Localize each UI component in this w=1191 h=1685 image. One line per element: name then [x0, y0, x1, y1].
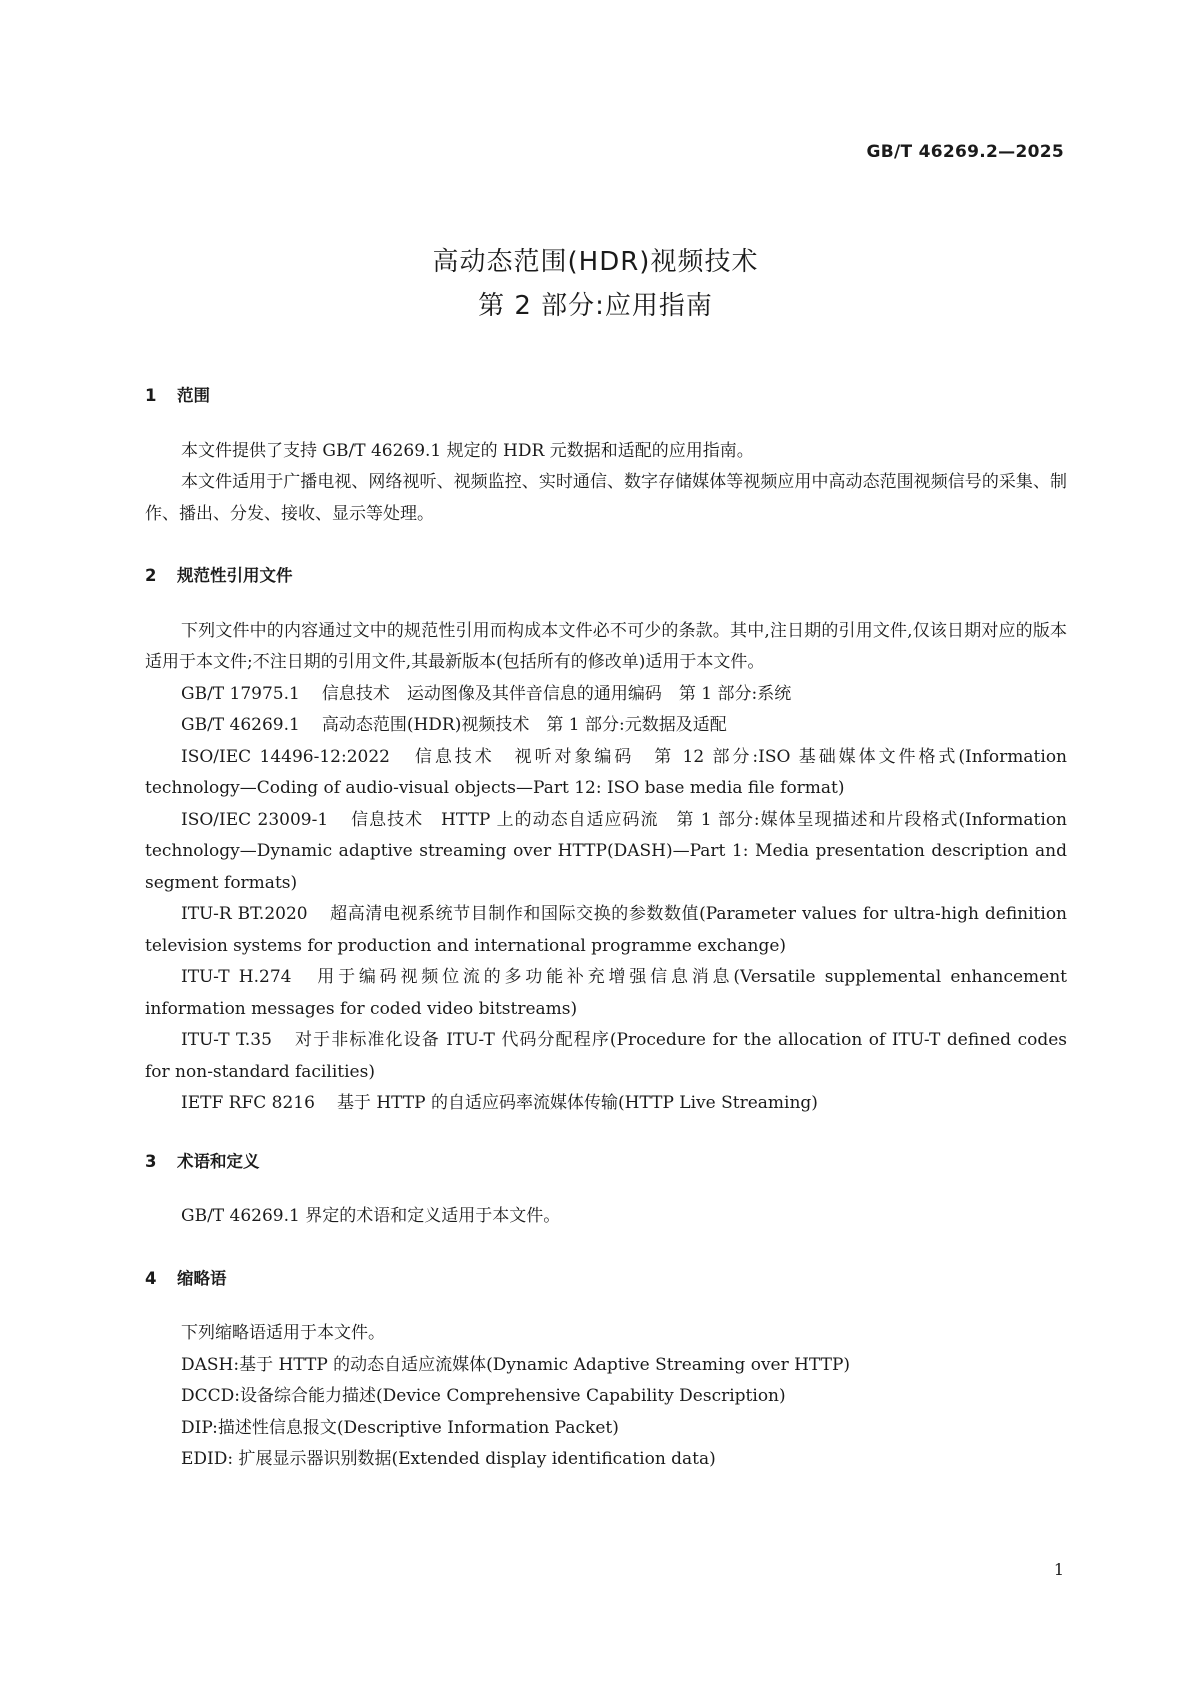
section-heading-normative: [145, 560, 1067, 592]
document-title: [0, 240, 1191, 328]
reference-code: GB/T 17975.1: [181, 683, 300, 704]
reference-title: 对于非标准化设备 ITU-T 代码分配程序(Procedure for the allocation of ITU-T defined codes for non-standard facilities): [145, 1030, 1067, 1082]
section-heading-terms: [145, 1146, 1067, 1178]
reference-item: [145, 805, 1067, 900]
abbreviations-intro: 下列缩略语适用于本文件。: [181, 1323, 385, 1343]
scope-paragraph-1: 本文件提供了支持 GB/T 46269.1 规定的 HDR 元数据和适配的应用指南。: [181, 440, 754, 461]
section-heading-scope: [145, 380, 1067, 412]
reference-code: IETF RFC 8216: [181, 1093, 315, 1113]
section-number: 1: [145, 386, 157, 405]
reference-code: GB/T 46269.1: [181, 715, 300, 735]
reference-title: 信息技术 运动图像及其伴音信息的通用编码 第 1 部分:系统: [321, 683, 792, 704]
reference-code: ISO/IEC 23009-1: [181, 809, 329, 830]
reference-item: [145, 679, 1067, 711]
normative-intro: 下列文件中的内容通过文中的规范性引用而构成本文件必不可少的条款。其中,注日期的引用文件,仅该日期对应的版本适用于本文件;不注日期的引用文件,其最新版本(包括所有的修改单)适用于本文件。: [145, 620, 1067, 672]
abbreviation-item: DCCD:设备综合能力描述(Device Comprehensive Capability Description): [181, 1386, 786, 1406]
reference-item: [145, 1025, 1067, 1088]
document-body: [145, 380, 1067, 1476]
page-number: 1: [1053, 1560, 1064, 1579]
abbreviation-item: DIP:描述性信息报文(Descriptive Information Packet): [181, 1417, 619, 1438]
reference-title: 信息技术 视听对象编码 第 12 部分:ISO 基础媒体文件格式(Information technology—Coding of audio-visual objects—Part 12: ISO base media file format): [145, 746, 1068, 798]
scope-paragraph-2: 本文件适用于广播电视、网络视听、视频监控、实时通信、数字存储媒体等视频应用中高动态范围视频信号的采集、制作、播出、分发、接收、显示等处理。: [145, 472, 1067, 524]
document-code: GB/T 46269.2—2025: [866, 142, 1064, 162]
reference-title: 超高清电视系统节目制作和国际交换的参数数值(Parameter values for ultra-high definition television systems for production and international programme exchange): [145, 904, 1068, 956]
reference-title: 高动态范围(HDR)视频技术 第 1 部分:元数据及适配: [321, 715, 727, 735]
reference-title: 用于编码视频位流的多功能补充增强信息消息(Versatile supplemental enhancement information messages for coded video bitstreams): [145, 967, 1067, 1019]
section-heading-abbreviations: [145, 1263, 1067, 1295]
section-number: 3: [145, 1151, 157, 1171]
section-number: 4: [145, 1268, 157, 1288]
reference-item: [145, 962, 1067, 1025]
title-line-1: 高动态范围(HDR)视频技术: [432, 247, 759, 277]
abbreviation-item: EDID: 扩展显示器识别数据(Extended display identification data): [181, 1449, 716, 1469]
section-title: 术语和定义: [177, 1151, 260, 1171]
reference-title: 基于 HTTP 的自适应码率流媒体传输(HTTP Live Streaming): [336, 1093, 818, 1113]
section-title: 范围: [177, 386, 210, 405]
reference-code: ITU-T T.35: [181, 1030, 272, 1050]
reference-title: 信息技术 HTTP 上的动态自适应码流 第 1 部分:媒体呈现描述和片段格式(Information technology—Dynamic adaptive streaming over HTTP(DASH)—Part 1: Media presentation description and segment formats): [145, 809, 1068, 893]
reference-item: [145, 742, 1067, 805]
reference-item: [145, 899, 1067, 962]
abbreviation-item: DASH:基于 HTTP 的动态自适应流媒体(Dynamic Adaptive Streaming over HTTP): [181, 1354, 851, 1375]
reference-item: [145, 1088, 1067, 1120]
terms-paragraph: GB/T 46269.1 界定的术语和定义适用于本文件。: [181, 1206, 561, 1226]
section-title: 规范性引用文件: [177, 566, 293, 585]
title-line-2: 第 2 部分:应用指南: [478, 291, 713, 321]
reference-code: ITU-R BT.2020: [181, 904, 308, 924]
section-number: 2: [145, 566, 157, 585]
reference-code: ISO/IEC 14496-12:2022: [181, 746, 390, 767]
reference-code: ITU-T H.274: [181, 967, 292, 987]
section-title: 缩略语: [177, 1268, 227, 1288]
reference-item: [145, 710, 1067, 742]
